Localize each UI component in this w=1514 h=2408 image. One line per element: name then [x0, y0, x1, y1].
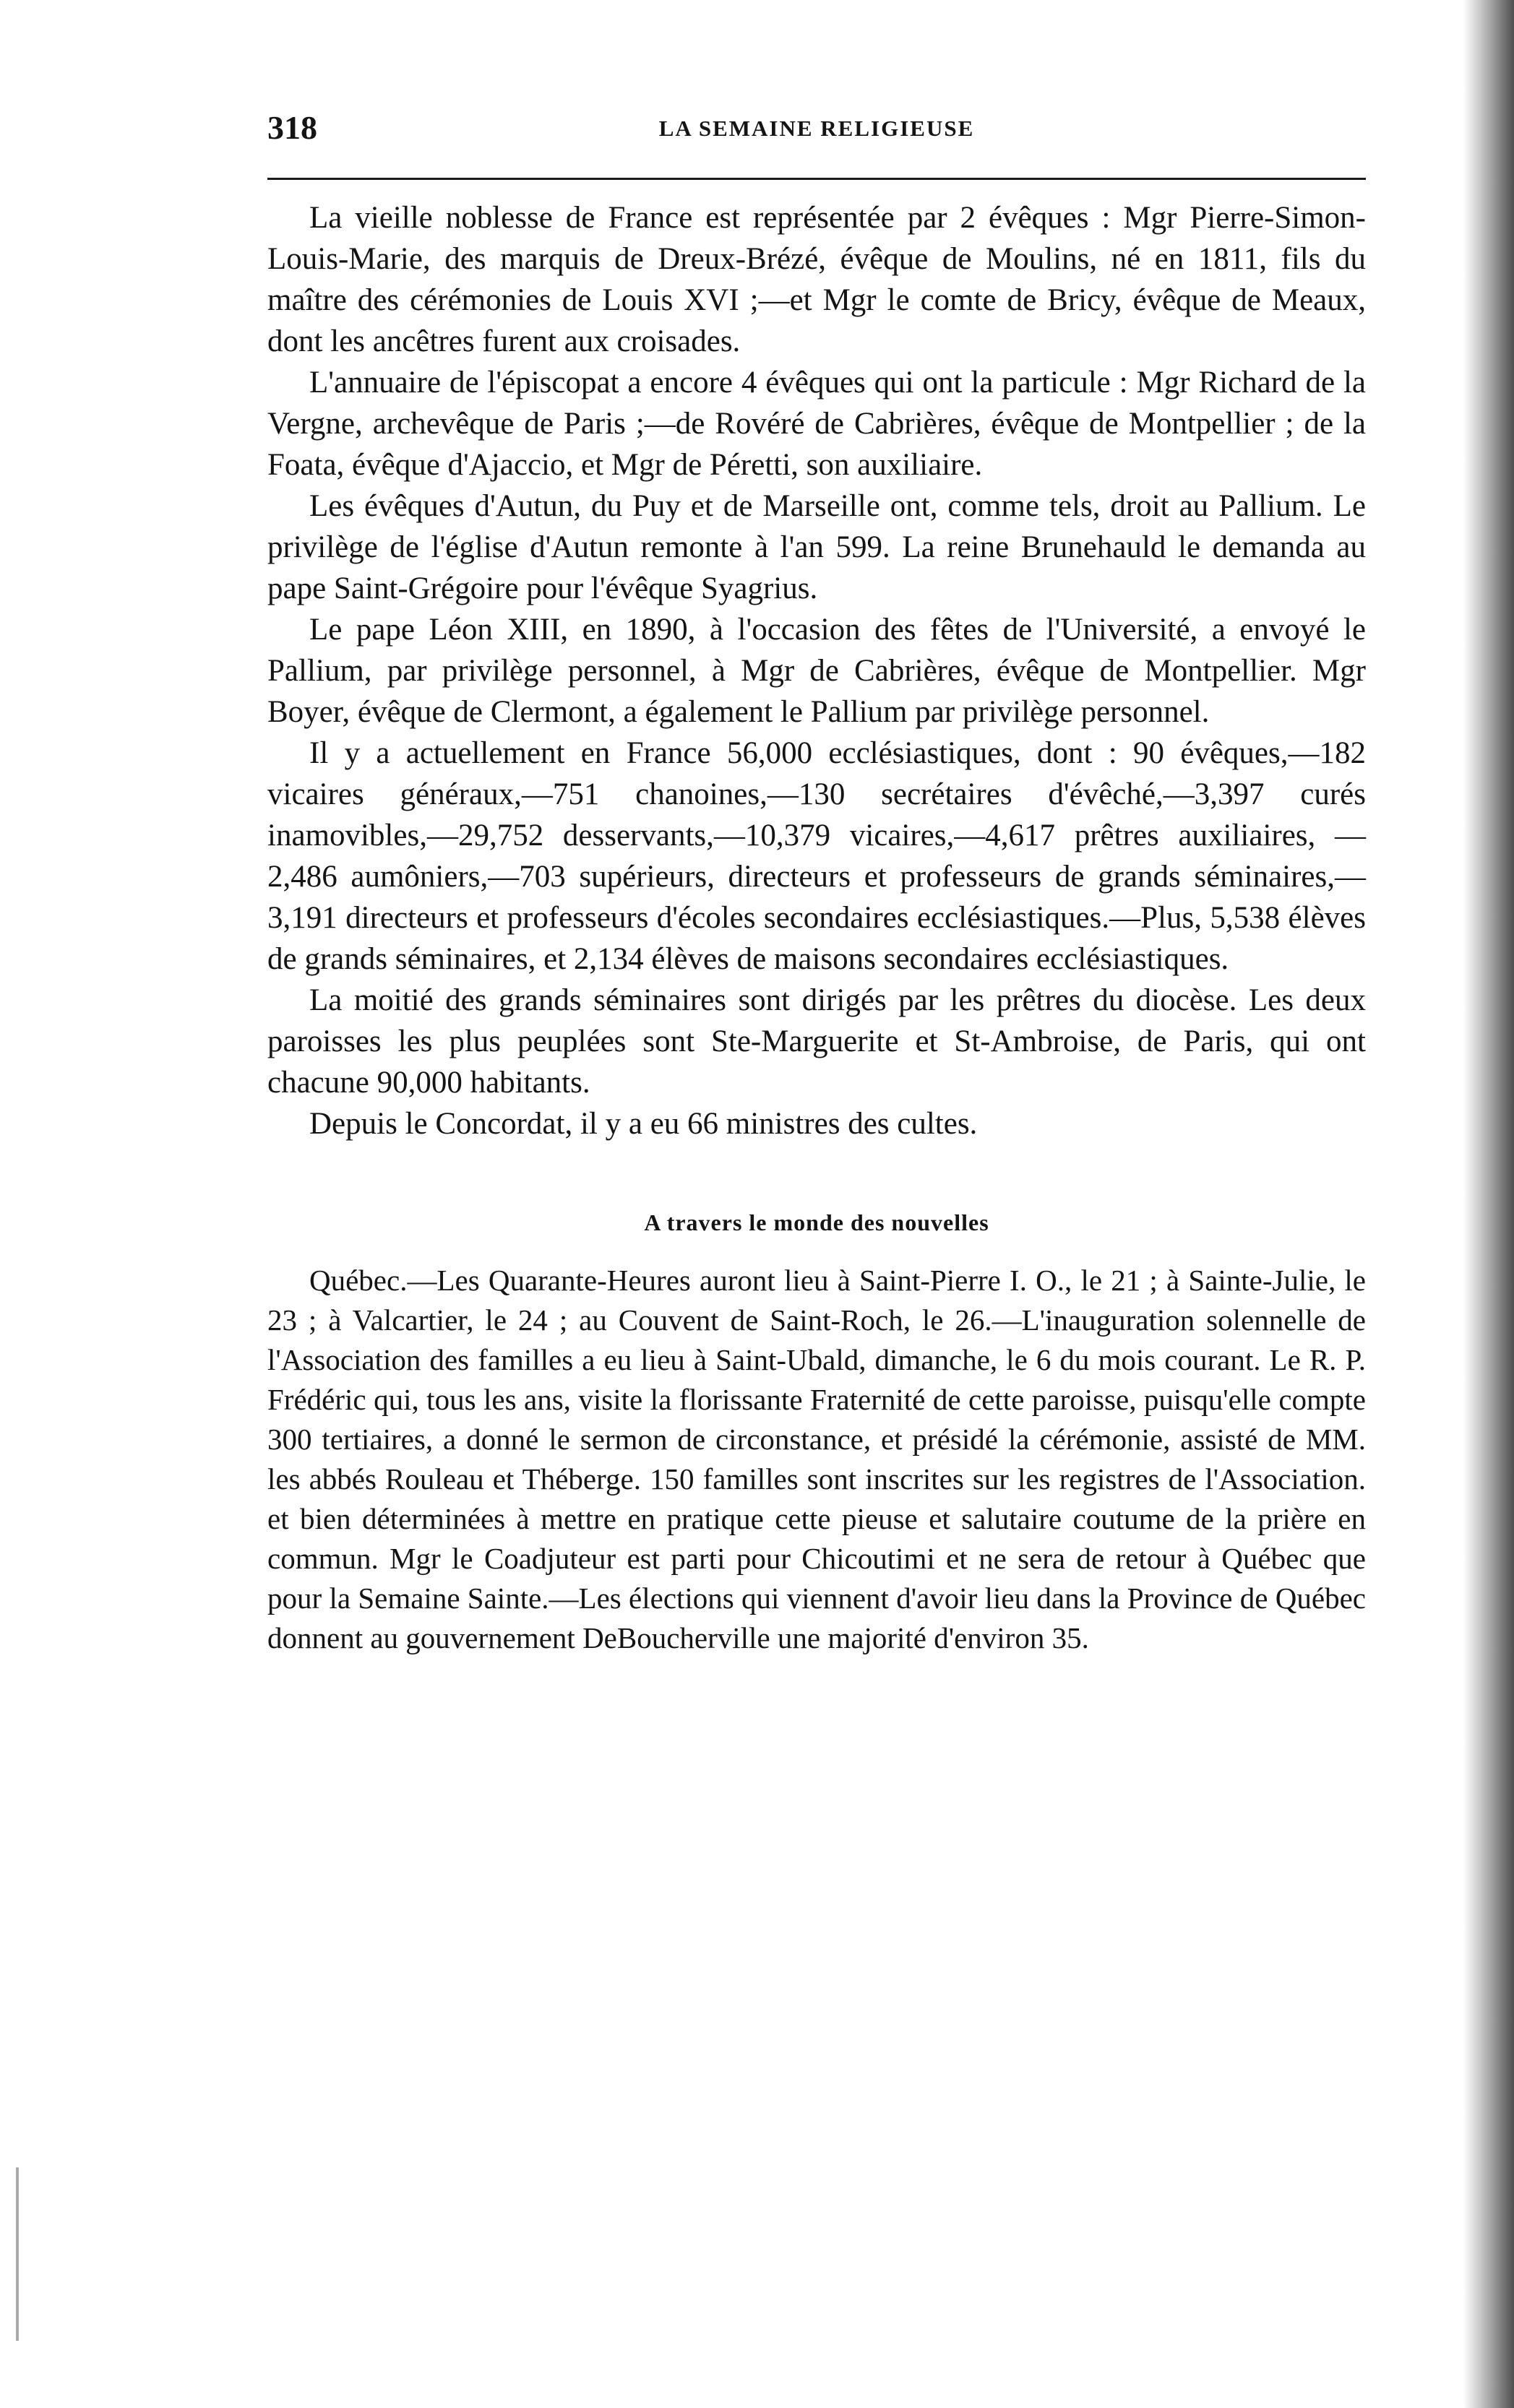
- paragraph-leon-xiii: Le pape Léon XIII, en 1890, à l'occasion des fêtes de l'Université, a envoyé le Pallium, par privilège personnel, à Mgr de Cabrières, évêque de Montpellier. Mgr Boyer, évêque de Clermont, a également le Pallium par privilège personnel.: [267, 613, 1366, 729]
- paragraph-nobility: La vieille noblesse de France est représentée par 2 évêques : Mgr Pierre-Simon-Louis-Marie, des marquis de Dreux-Brézé, évêque de Moulins, né en 1811, fils du maître des cérémonies de Louis XVI ;—et Mgr le comte de Bricy, évêque de Meaux, dont les ancêtres furent aux croisades.: [267, 201, 1366, 358]
- scan-edge-shadow: [1463, 0, 1514, 2408]
- section-heading: A travers le monde des nouvelles: [644, 1209, 989, 1235]
- page-header: [267, 101, 1366, 159]
- news-section: [267, 1261, 1366, 1658]
- paragraph-seminaries: La moitié des grands séminaires sont dirigés par les prêtres du diocèse. Les deux paroisses les plus peuplées sont Ste-Marguerite et St-Ambroise, de Paris, qui ont chacune 90,000 habitants.: [267, 983, 1366, 1100]
- document-page: [267, 101, 1366, 1658]
- header-rule: [267, 178, 1366, 180]
- page-number: 318: [267, 109, 317, 146]
- scan-edge-mark: [16, 2167, 19, 2341]
- paragraph-clergy-statistics: Il y a actuellement en France 56,000 ecclésiastiques, dont : 90 évêques,—182 vicaires généraux,—751 chanoines,—130 secrétaires d'évêché,—3,397 curés inamovibles,—29,752 desservants,—10,379 vicaires,—4,617 prêtres auxiliaires, —2,486 aumôniers,—703 supérieurs, directeurs et professeurs de grands séminaires,—3,191 directeurs et professeurs d'écoles secondaires ecclésiastiques.—Plus, 5,538 élèves de grands séminaires, et 2,134 élèves de maisons secondaires ecclésiastiques.: [267, 736, 1366, 976]
- paragraph-quebec-news: Québec.—Les Quarante-Heures auront lieu à Saint-Pierre I. O., le 21 ; à Sainte-Julie, le 23 ; à Valcartier, le 24 ; au Couvent de Saint-Roch, le 26.—L'inauguration solennelle de l'Association des familles a eu lieu à Saint-Ubald, dimanche, le 6 du mois courant. Le R. P. Frédéric qui, tous les ans, visite la florissante Fraternité de cette paroisse, puisqu'elle compte 300 tertiaires, a donné le sermon de circonstance, et présidé la cérémonie, assisté de MM. les abbés Rouleau et Théberge. 150 familles sont inscrites sur les registres de l'Association. et bien déterminées à mettre en pratique cette pieuse et salutaire coutume de la prière en commun. Mgr le Coadjuteur est parti pour Chicoutimi et ne sera de retour à Québec que pour la Semaine Sainte.—Les élections qui viennent d'avoir lieu dans la Province de Québec donnent au gouvernement DeBoucherville une majorité d'environ 35.: [267, 1264, 1366, 1654]
- running-title: LA SEMAINE RELIGIEUSE: [658, 116, 975, 141]
- paragraph-pallium: Les évêques d'Autun, du Puy et de Marseille ont, comme tels, droit au Pallium. Le privilège de l'église d'Autun remonte à l'an 599. La reine Brunehauld le demanda au pape Saint-Grégoire pour l'évêque Syagrius.: [267, 489, 1366, 605]
- body-text: [267, 197, 1366, 1144]
- paragraph-concordat: Depuis le Concordat, il y a eu 66 ministres des cultes.: [309, 1107, 978, 1141]
- paragraph-particule: L'annuaire de l'épiscopat a encore 4 évêques qui ont la particule : Mgr Richard de la Vergne, archevêque de Paris ;—de Rovéré de Cabrières, évêque de Montpellier ; de la Foata, évêque d'Ajaccio, et Mgr de Péretti, son auxiliaire.: [267, 366, 1366, 482]
